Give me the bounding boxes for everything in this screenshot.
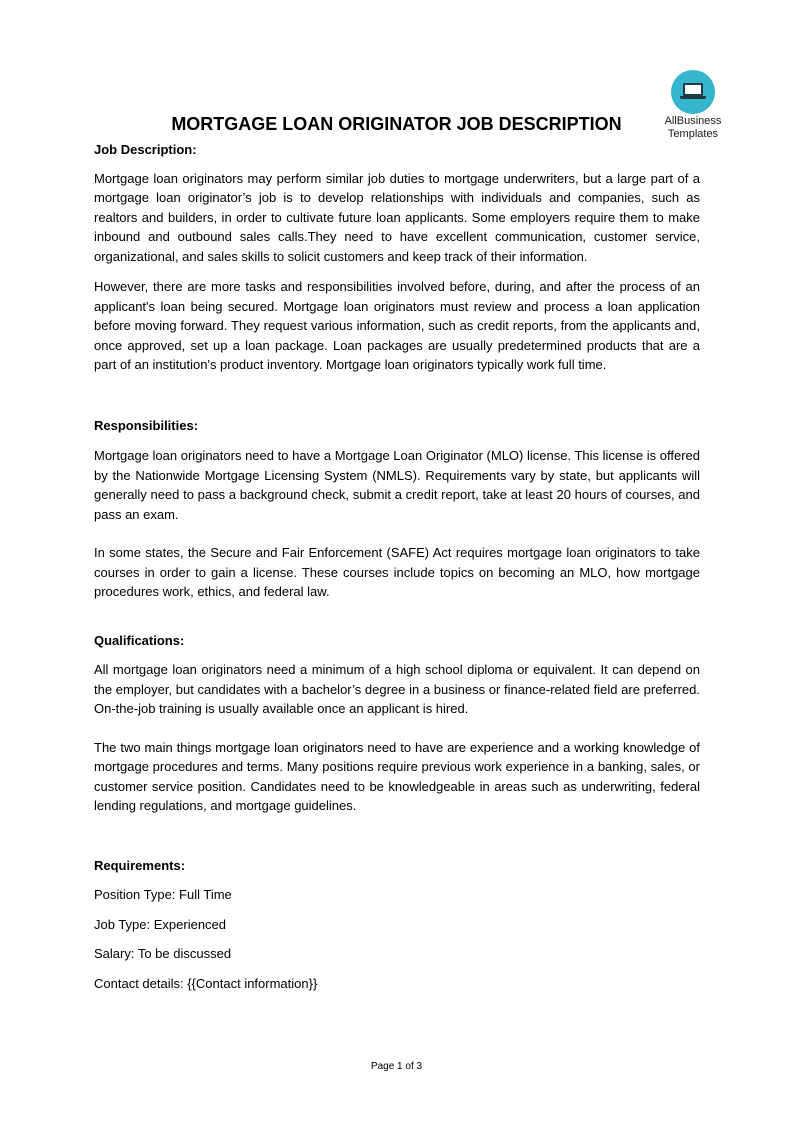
qualifications-section [94,631,700,816]
responsibilities-paragraph-2: In some states, the Secure and Fair Enforcement (SAFE) Act requires mortgage loan originators to take courses in order to gain a license. These courses include topics on becoming an MLO, how mortgage procedures work, ethics, and federal law. [94,545,700,599]
requirements-heading: Requirements: [94,857,186,873]
responsibilities-heading: Responsibilities: [94,417,199,433]
laptop-icon [671,70,715,114]
logo-text-line1: AllBusiness [664,115,722,127]
requirement-salary: Salary: To be discussed [94,946,232,961]
responsibilities-paragraph-1: Mortgage loan originators need to have a Mortgage Loan Originator (MLO) license. This license is offered by the Nationwide Mortgage Licensing System (NMLS). Requirements vary by state, but applicants will generally need to pass a background check, submit a credit report, take at least 20 hours of courses, and pass an exam. [94,448,700,522]
page-number-footer: Page 1 of 3 [370,1061,423,1072]
requirement-job-type: Job Type: Experienced [94,916,227,932]
qualifications-paragraph-2: The two main things mortgage loan originators need to have are experience and a working knowledge of mortgage procedures and terms. Many positions require previous work experience in a banking, sales, or customer service position. Candidates need to be knowledgeable in areas such as underwriting, federal lending regulations, and mortgage guidelines. [94,739,700,813]
document-title: MORTGAGE LOAN ORIGINATOR JOB DESCRIPTION [171,114,622,134]
qualifications-heading: Qualifications: [94,632,185,648]
job-description-paragraph-1: Mortgage loan originators may perform similar job duties to mortgage underwriters, but a large part of a mortgage loan originator’s job is to develop relationships with individuals and companies, such as realtors and builders, in order to cultivate future loan applicants. Some employers require them to make inbound and outbound sales calls.They need to have excellent communication, customer service, organizational, and sales skills to solicit customers and keep track of their information. [94,170,700,264]
requirement-position-type: Position Type: Full Time [94,887,232,902]
job-description-section [94,140,700,375]
logo-text-line2: Templates [667,128,719,140]
job-description-paragraph-2: However, there are more tasks and responsibilities involved before, during, and after the process of an applicant's loan being secured. Mortgage loan originators must review and process a loan application before moving forward. They request various information, such as credit reports, from the applicants and, once approved, set up a loan package. Loan packages are usually predetermined products that are a part of an institution's product inventory. Mortgage loan originators typically work full time. [94,279,700,372]
document-body [94,140,700,993]
responsibilities-section [94,416,700,602]
requirements-section [94,856,700,994]
qualifications-paragraph-1: All mortgage loan originators need a minimum of a high school diploma or equivalent. It can depend on the employer, but candidates with a bachelor’s degree in a business or finance-related field are preferred. On-the-job training is usually available once an applicant is hired. [94,662,700,716]
job-description-heading: Job Description: [94,142,197,157]
requirement-contact-details: Contact details: {{Contact information}} [94,975,318,991]
